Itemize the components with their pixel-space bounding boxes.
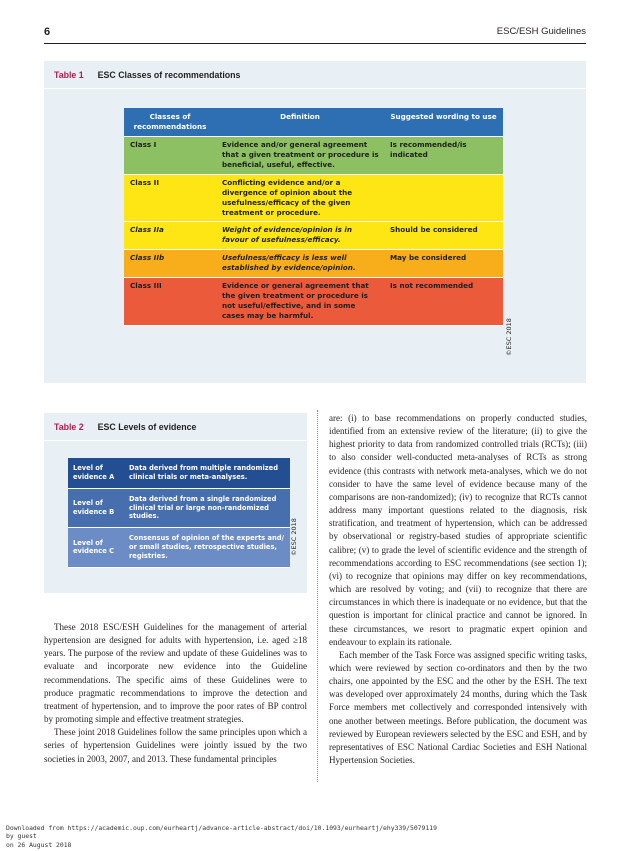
footer-line: on 26 August 2018 xyxy=(6,840,72,849)
left-column-text xyxy=(44,621,307,766)
table-row xyxy=(68,488,290,528)
level-cell: Level of evidence B xyxy=(68,488,124,528)
classes-of-recommendations-table xyxy=(124,108,503,326)
download-footer xyxy=(6,824,437,849)
class-cell: Class III xyxy=(124,278,216,326)
right-column-text xyxy=(329,412,587,767)
table-row xyxy=(68,528,290,568)
table1-title: ESC Classes of recommendations xyxy=(97,70,241,80)
class-cell: Class II xyxy=(124,174,216,222)
wording-cell xyxy=(384,174,503,222)
evidence-text-cell: Data derived from multiple randomized clinical trials or meta-analyses. xyxy=(124,458,290,488)
definition-cell: Evidence and/or general agreement that a given treatment or procedure is beneficial, useful, effective. xyxy=(216,136,384,174)
paragraph: are: (i) to base recommendations on properly conducted studies, identified from an extensive review of the literature; (ii) to give the highest priority to data from randomized controlled trials (RCTs); (iii) to also consider well-conducted meta-analyses of RCTs as strong evidence (this contrasts with network meta-analyses, which we do not consider to have the same level of evidence because many of the comparisons are non-randomized); (iv) to recognize that RCTs cannot address many important questions related to the diagnosis, risk stratification, and treatment of hypertension, which can be addressed by observational or registry-based studies of appropriate scientific calibre; (v) to grade the level of scientific evidence and the strength of recommendations according to ESC recommendations (see section 1); (vi) to recognize that opinions may differ on key recommendations, which are resolved by voting; and (vii) to recognize that there are circumstances in which there is inadequate or no evidence, but that the question is important for clinical practice and cannot be ignored. In these circumstances, we resort to pragmatic expert opinion and endeavour to explain its rationale. xyxy=(329,413,587,647)
table-row xyxy=(124,136,503,174)
evidence-text-cell: Consensus of opinion of the experts and/ or small studies, retrospective studies, registries. xyxy=(124,528,290,568)
page-number: 6 xyxy=(44,26,51,38)
table1-header-row xyxy=(124,108,503,136)
definition-cell: Weight of evidence/opinion is in favour of usefulness/efficacy. xyxy=(216,222,384,250)
wording-cell: Is recommended/is indicated xyxy=(384,136,503,174)
definition-cell: Evidence or general agreement that the given treatment or procedure is not useful/effective, and in some cases may be harmful. xyxy=(216,278,384,326)
table1-caption xyxy=(54,70,240,80)
definition-cell: Usefulness/efficacy is less well established by evidence/opinion. xyxy=(216,250,384,278)
level-cell: Level of evidence A xyxy=(68,458,124,488)
footer-line: by guest xyxy=(6,832,37,841)
class-cell: Class I xyxy=(124,136,216,174)
class-cell: Class IIa xyxy=(124,222,216,250)
paragraph: These joint 2018 Guidelines follow the same principles upon which a series of hypertension Guidelines were jointly issued by the two societies in 2003, 2007, and 2013. These fundamental principles xyxy=(44,727,307,764)
table1-col-header: Definition xyxy=(216,108,384,136)
class-cell: Class IIb xyxy=(124,250,216,278)
table2-copyright: ©ESC 2018 xyxy=(290,518,298,556)
evidence-text-cell: Data derived from a single randomized clinical trial or large non-randomized studies. xyxy=(124,488,290,528)
table2-title: ESC Levels of evidence xyxy=(97,422,197,432)
wording-cell: Should be considered xyxy=(384,222,503,250)
table-row xyxy=(124,278,503,326)
table-row xyxy=(124,250,503,278)
footer-line: Downloaded from https://academic.oup.com/eurheartj/advance-article-abstract/doi/10.1093/eurheartj/ehy339/5079119 xyxy=(6,824,437,832)
paragraph: Each member of the Task Force was assigned specific writing tasks, which were reviewed by section co-ordinators and then by the two chairs, one appointed by the ESC and the other by the ESH. The text was developed over approximately 24 months, during which the Task Force members met collectively and corresponded intensively with one another between meetings. Before publication, the document was reviewed by European reviewers selected by the ESC and ESH, and by representatives of ESC National Cardiac Societies and ESH National Hypertension Societies. xyxy=(329,649,587,766)
table2-label: Table 2 xyxy=(54,422,84,432)
table-row xyxy=(124,222,503,250)
definition-cell: Conflicting evidence and/or a divergence of opinion about the usefulness/efficacy of the given treatment or procedure. xyxy=(216,174,384,222)
level-cell: Level of evidence C xyxy=(68,528,124,568)
levels-of-evidence-table xyxy=(68,458,290,568)
table1-col-header: Classes of recommendations xyxy=(124,108,216,136)
wording-cell: May be considered xyxy=(384,250,503,278)
header-rule xyxy=(44,43,586,44)
wording-cell: Is not recommended xyxy=(384,278,503,326)
running-title: ESC/ESH Guidelines xyxy=(496,26,586,37)
table-row xyxy=(68,458,290,488)
table2-title-rule xyxy=(44,440,307,441)
table-row xyxy=(124,174,503,222)
paragraph: These 2018 ESC/ESH Guidelines for the management of arterial hypertension are designed for adults with hypertension, i.e. aged ≥18 years. The purpose of the review and update of these Guidelines was to evaluate and incorporate new evidence into the Guideline recommendations. The specific aims of these Guidelines were to produce pragmatic recommendations to improve the detection and treatment of hypertension, and to improve the poor rates of BP control by promoting simple and effective treatment strategies. xyxy=(44,622,307,725)
column-divider xyxy=(317,410,318,782)
table1-copyright: ©ESC 2018 xyxy=(505,318,513,356)
table1-col-header: Suggested wording to use xyxy=(384,108,503,136)
table2-caption xyxy=(54,422,196,432)
table1-label: Table 1 xyxy=(54,70,84,80)
table1-title-rule xyxy=(44,88,586,89)
